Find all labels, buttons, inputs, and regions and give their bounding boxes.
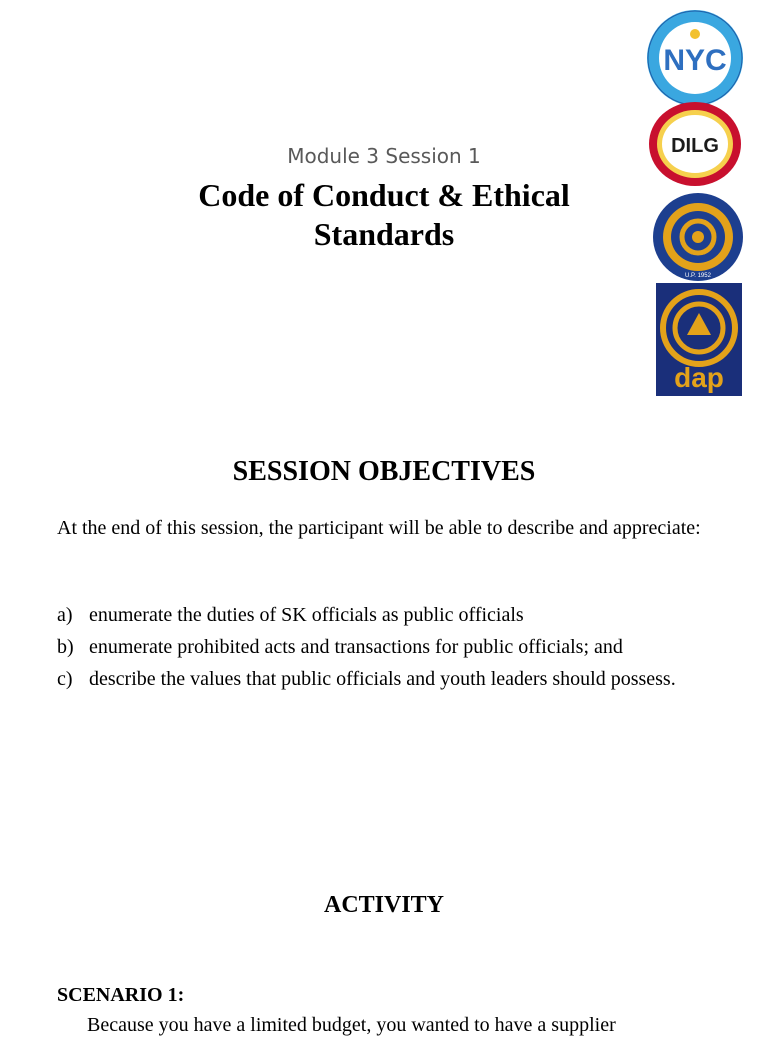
list-item — [57, 604, 717, 627]
scenario-text: Because you have a limited budget, you wanted to have a supplier — [87, 1014, 616, 1036]
list-item — [57, 636, 717, 659]
dap-logo-text: dap — [674, 362, 724, 393]
list-item-text: describe the values that public officials and youth leaders should possess. — [89, 668, 676, 690]
objectives-heading: SESSION OBJECTIVES — [232, 456, 536, 487]
title-line-2: Standards — [313, 216, 455, 252]
scenario-label: SCENARIO 1: — [57, 984, 185, 1006]
objectives-intro: At the end of this session, the participant will be able to describe and appreciate: — [57, 517, 701, 539]
nyc-logo — [645, 8, 745, 108]
list-item-text: enumerate the duties of SK officials as public officials — [89, 604, 524, 626]
list-marker: c) — [57, 668, 73, 690]
list-item — [57, 668, 717, 691]
ncpag-logo — [652, 192, 744, 282]
list-item-text: enumerate prohibited acts and transactions for public officials; and — [89, 636, 623, 658]
dap-logo — [656, 283, 742, 396]
list-marker: a) — [57, 604, 73, 626]
nyc-logo-text: NYC — [663, 44, 727, 77]
list-marker: b) — [57, 636, 74, 658]
module-label: Module 3 Session 1 — [287, 144, 481, 168]
activity-heading: ACTIVITY — [323, 892, 445, 918]
dilg-logo — [647, 100, 743, 188]
page-title — [150, 176, 618, 254]
dilg-logo-text: DILG — [671, 135, 719, 157]
ncpag-logo-text: U.P. 1952 — [685, 273, 711, 279]
title-line-1: Code of Conduct & Ethical — [198, 177, 570, 213]
objectives-list — [57, 604, 717, 700]
